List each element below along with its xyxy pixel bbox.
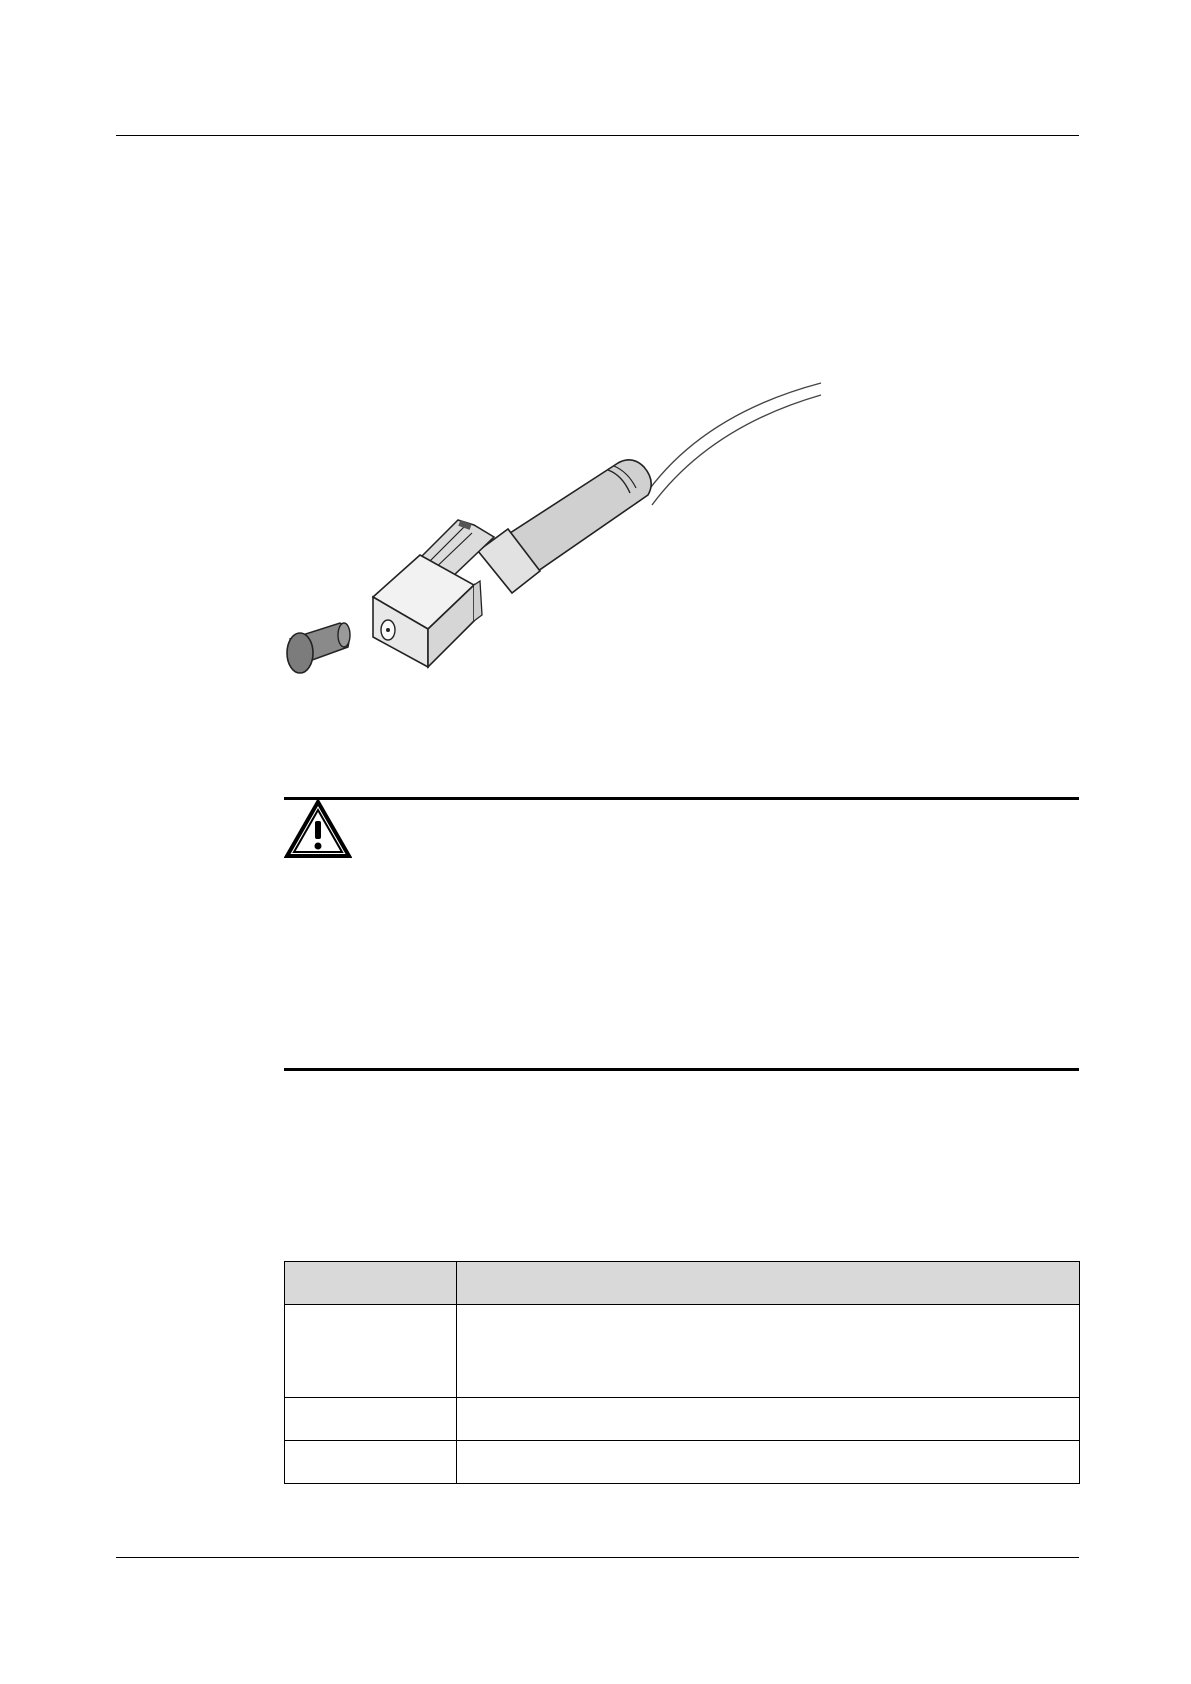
table-cell xyxy=(457,1398,1080,1441)
fiber-connector-illustration xyxy=(260,375,840,695)
table-cell xyxy=(285,1398,457,1441)
caution-bottom-rule xyxy=(284,1068,1079,1071)
table-cell xyxy=(285,1441,457,1484)
data-table xyxy=(284,1261,1080,1484)
table-row xyxy=(285,1398,1080,1441)
table-row xyxy=(285,1305,1080,1398)
table-header-cell xyxy=(457,1262,1080,1305)
table-cell xyxy=(457,1441,1080,1484)
table-cell xyxy=(457,1305,1080,1398)
caution-top-rule xyxy=(284,797,1079,800)
table-row xyxy=(285,1441,1080,1484)
table-header-cell xyxy=(285,1262,457,1305)
footer-rule xyxy=(116,1557,1079,1558)
table-cell xyxy=(285,1305,457,1398)
header-rule xyxy=(116,135,1079,136)
warning-triangle-icon xyxy=(284,796,352,861)
table-header-row xyxy=(285,1262,1080,1305)
